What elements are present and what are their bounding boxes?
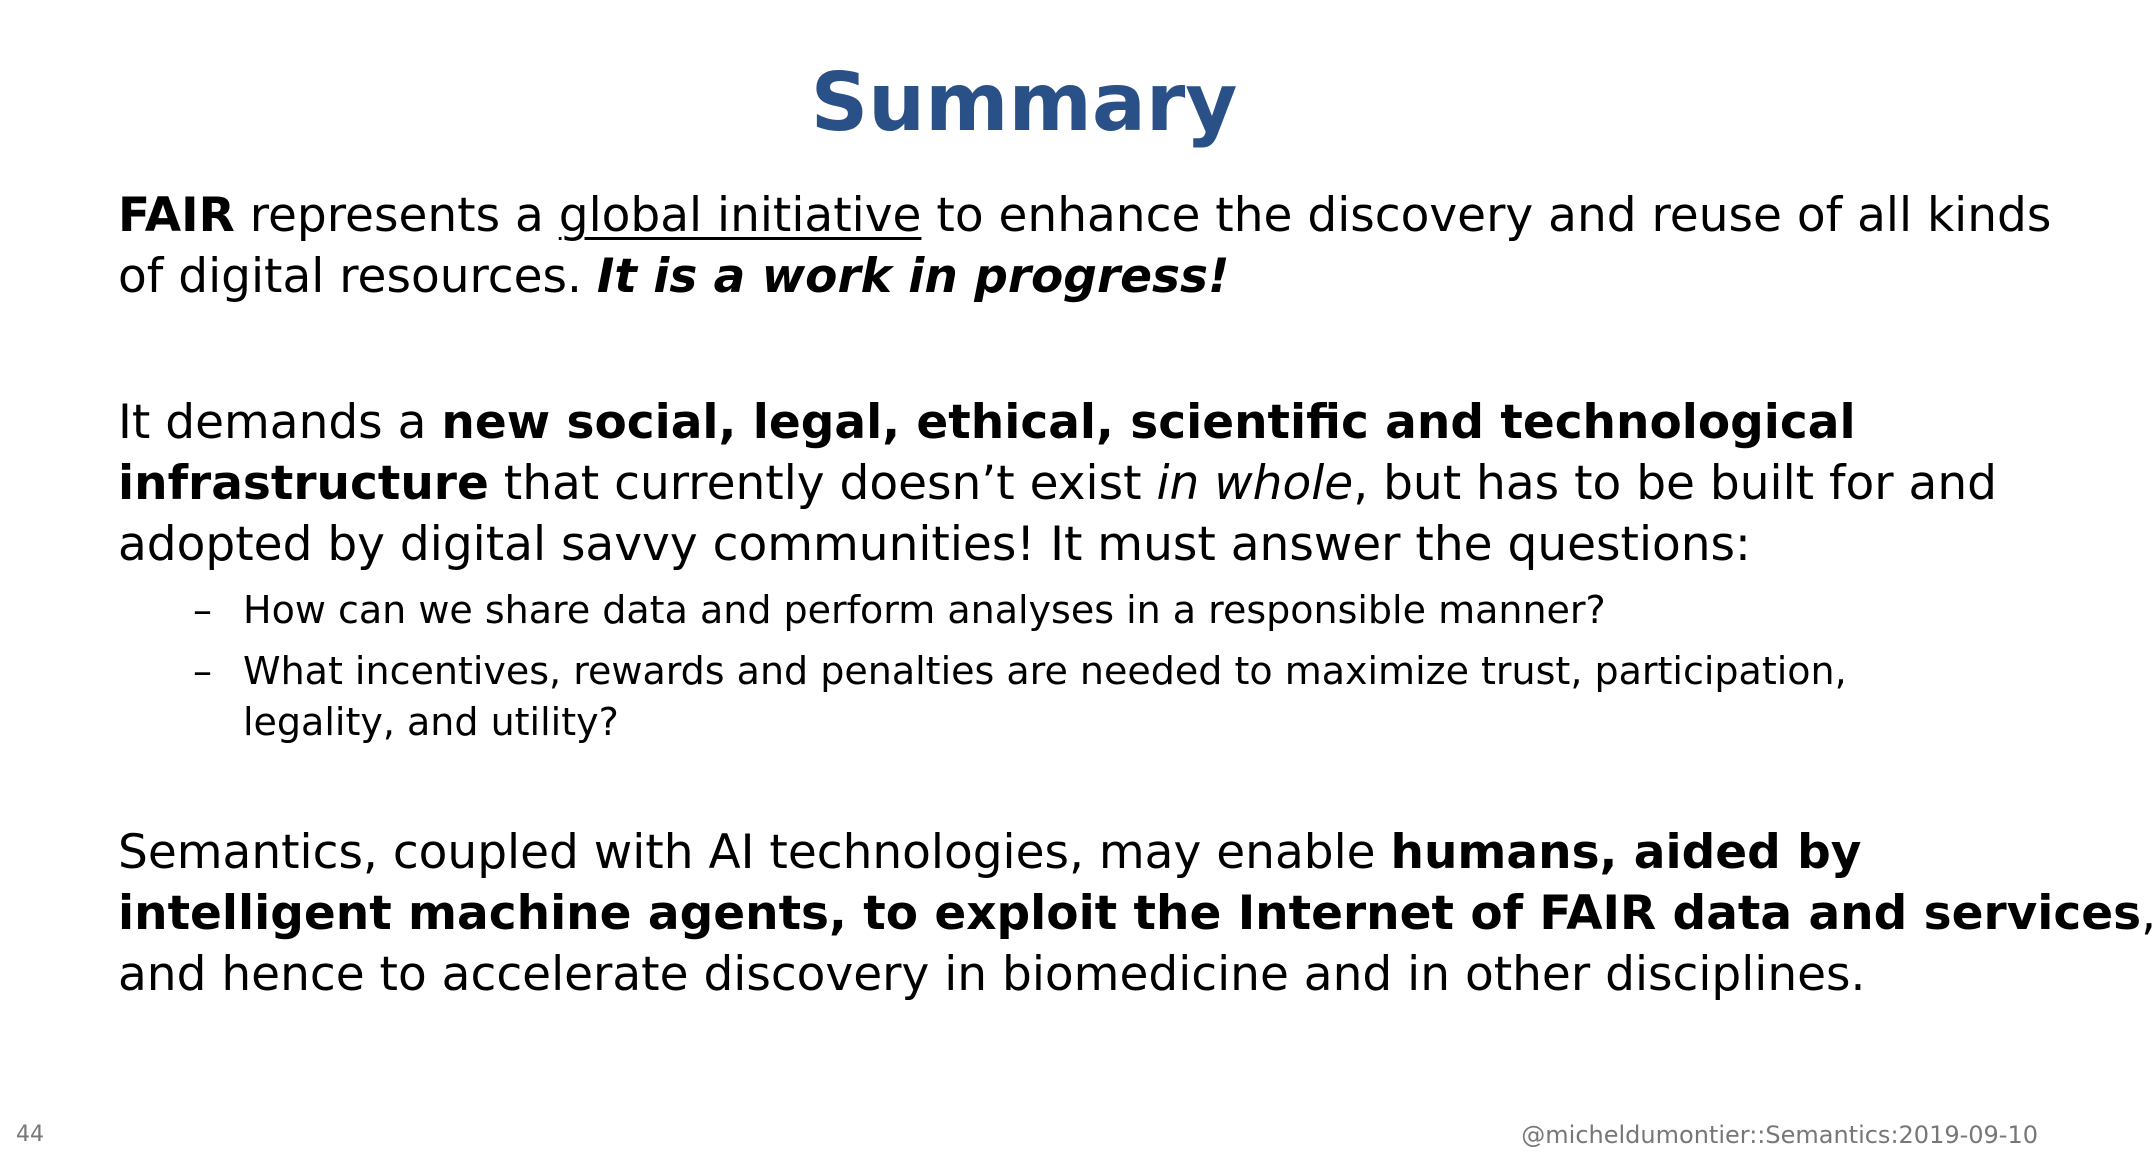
paragraph-line <box>118 392 2008 453</box>
paragraph-line <box>118 453 2008 514</box>
emphasis-text: infrastructure <box>118 456 489 511</box>
list-item <box>193 646 1993 748</box>
text-span: represents a <box>234 188 559 243</box>
paragraph-line <box>118 514 2008 575</box>
paragraph-semantics-ai <box>118 822 2156 1005</box>
list-item-text: legality, and utility? <box>243 700 619 744</box>
list-item-text: How can we share data and perform analyses in a responsible manner? <box>243 588 1606 632</box>
text-span: Semantics, coupled with AI technologies, may enable <box>118 825 1391 880</box>
emphasis-text: intelligent machine agents, to exploit the Internet of FAIR data and services <box>118 886 2142 941</box>
paragraph-line <box>118 822 2008 883</box>
text-span: of digital resources. <box>118 249 597 304</box>
dash-bullet: – <box>193 588 212 632</box>
paragraph-line <box>118 944 2008 1005</box>
fair-term: FAIR <box>118 188 235 243</box>
paragraph-line <box>118 185 2052 246</box>
paragraph-infrastructure <box>118 392 2008 575</box>
text-span: , but has to be built for and <box>1353 456 1997 511</box>
emphasis-text: humans, aided by <box>1390 825 1862 880</box>
emphasis-text: new social, legal, ethical, scientific and technological <box>441 395 1856 450</box>
italic-text: in whole <box>1156 456 1354 511</box>
slide-number: 44 <box>16 1122 44 1147</box>
global-initiative-text: global initiative <box>558 188 922 243</box>
paragraph-fair-initiative <box>118 185 2052 307</box>
text-span: that currently doesn’t exist <box>488 456 1157 511</box>
dash-bullet: – <box>193 649 212 693</box>
text-span: It demands a <box>118 395 442 450</box>
text-span: adopted by digital savvy communities! It must answer the questions: <box>118 517 1751 572</box>
text-span: and hence to accelerate discovery in biomedicine and in other disciplines. <box>118 947 1866 1002</box>
text-span: to enhance the discovery and reuse of all kinds <box>921 188 2052 243</box>
paragraph-line <box>118 246 2008 307</box>
list-item-text: What incentives, rewards and penalties are needed to maximize trust, participation, <box>243 649 1847 693</box>
paragraph-line <box>118 883 2156 944</box>
work-in-progress-text: It is a work in progress! <box>596 249 1230 304</box>
question-list <box>193 585 1993 758</box>
slide-title: Summary <box>810 56 1238 149</box>
list-item <box>193 585 1993 636</box>
text-span: , <box>2141 886 2156 941</box>
footer-credit: @micheldumontier::Semantics:2019-09-10 <box>1521 1121 2038 1149</box>
